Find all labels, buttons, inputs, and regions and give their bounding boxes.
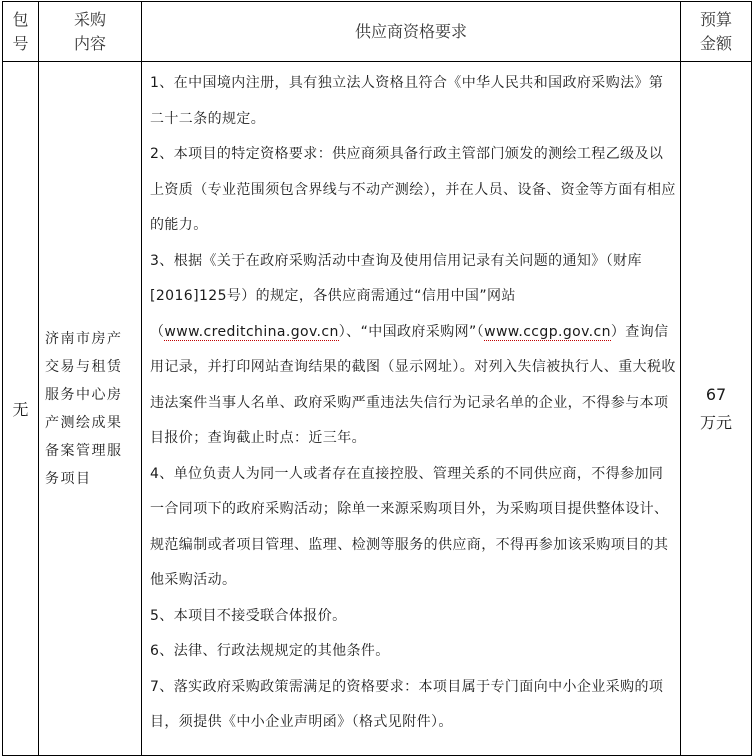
requirement-item-7: 7、落实政府采购政策需满足的资格要求：本项目属于专门面向中小企业采购的项目，须提供《中小企业声明函》（格式见附件）。: [150, 678, 664, 730]
header-budget: [681, 2, 752, 62]
header-budget-line2: 金额: [699, 33, 732, 53]
budget-unit: 万元: [699, 412, 732, 432]
creditchina-url[interactable]: www.creditchina.gov.cn: [164, 323, 339, 340]
header-package-line1: 包: [12, 9, 29, 29]
header-content-line2: 内容: [73, 33, 106, 53]
requirement-item-3: [150, 244, 676, 457]
header-package-line2: 号: [12, 33, 29, 53]
budget-amount: 67: [705, 384, 727, 404]
requirement-item-6: 6、法律、行政法规规定的其他条件。: [150, 643, 390, 659]
header-content-line1: 采购: [73, 9, 106, 29]
requirement-item-3-text-b: ）、“中国政府采购网”（: [338, 323, 485, 340]
package-no-cell: 无: [3, 62, 39, 756]
requirement-item-3-text-c: ）查询信用记录，并打印网站查询结果的截图（显示网址）。对列入失信被执行人、重大税收违法案件当事人名单、政府采购严重违法失信行为记录名单的企业，不得参与本项目报价；查询截止时点：近三年。: [150, 323, 676, 446]
requirement-item-5: 5、本项目不接受联合体报价。: [150, 607, 347, 624]
ccgp-url[interactable]: www.ccgp.gov.cn: [484, 323, 611, 340]
requirements-cell: [142, 62, 681, 756]
requirement-item-2: 2、本项目的特定资格要求：供应商须具备行政主管部门颁发的测绘工程乙级及以上资质（专业范围须包含界线与不动产测绘），并在人员、设备、资金等方面有相应的能力。: [150, 146, 676, 233]
table-row: [3, 62, 752, 756]
budget-cell: [681, 62, 752, 756]
header-content: [39, 2, 142, 62]
procurement-content-cell: 济南市房产交易与租赁服务中心房产测绘成果备案管理服务项目: [39, 62, 142, 756]
requirement-item-3-text-a: 3、根据《关于在政府采购活动中查询及使用信用记录有关问题的通知》（财库[2016]125号）的规定，各供应商需通过“信用中国”网站（: [150, 252, 642, 340]
table-header-row: [3, 2, 752, 62]
requirement-item-4: 4、单位负责人为同一人或者存在直接控股、管理关系的不同供应商，不得参加同一合同项下的政府采购活动；除单一来源采购项目外，为采购项目提供整体设计、规范编制或者项目管理、监理、检测等服务的供应商，不得再参加该采购项目的其他采购活动。: [150, 465, 669, 588]
requirements-table: [2, 1, 752, 756]
header-package-no: [3, 2, 39, 62]
requirement-item-1: 1、在中国境内注册，具有独立法人资格且符合《中华人民共和国政府采购法》第二十二条的规定。: [150, 75, 664, 127]
header-budget-line1: 预算: [699, 9, 732, 29]
header-requirements: 供应商资格要求: [142, 2, 681, 62]
